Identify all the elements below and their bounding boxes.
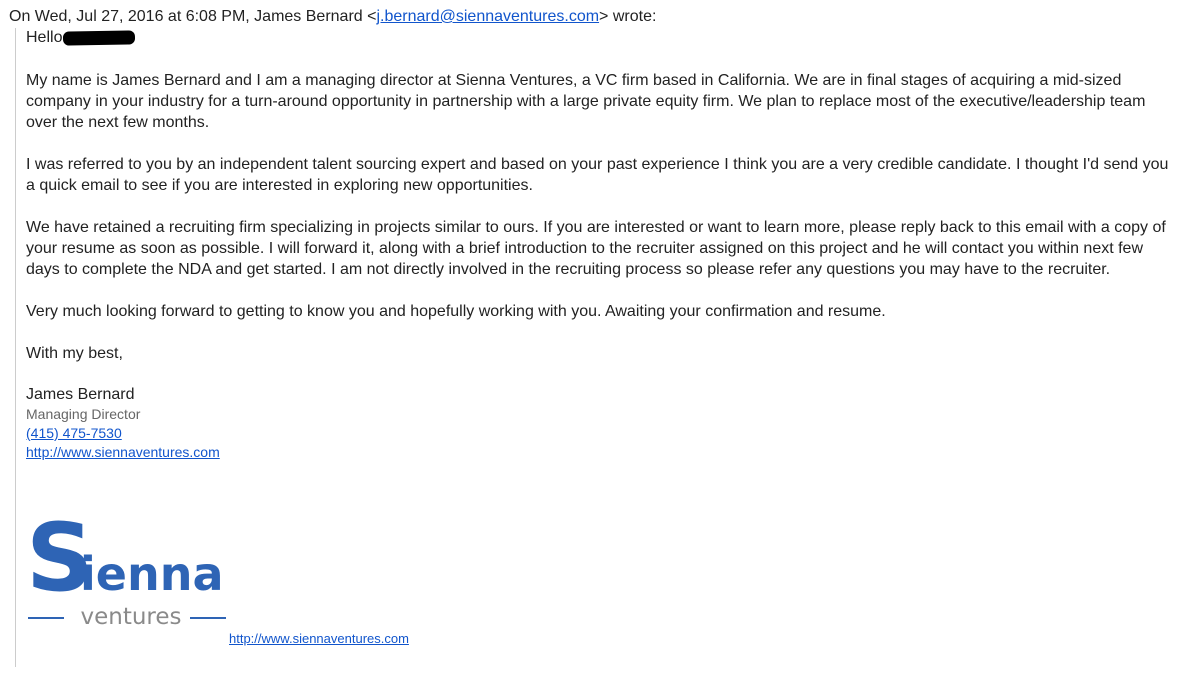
paragraph-recruiting: We have retained a recruiting firm specializing in projects similar to ours. If you are interested or want to learn more, please reply back to this email with a copy of your resume as soon as possible. I will forward it, along with a brief introduction to the recruiter assigned on this project and he will contact you within next few days to complete the NDA and get started. I am not directly involved in the recruiting process so please refer any questions you may have to the recruiter.	[26, 219, 1166, 278]
signature-phone-link[interactable]: (415) 475-7530	[26, 425, 122, 441]
paragraph-closing: Very much looking forward to getting to know you and hopefully working with you. Awaiting your confirmation and resume.	[26, 303, 886, 320]
greeting: Hello	[26, 29, 63, 46]
logo-s-letter: S	[26, 504, 94, 613]
sender-email-link[interactable]: j.bernard@siennaventures.com	[376, 8, 600, 25]
paragraph-intro: My name is James Bernard and I am a managing director at Sienna Ventures, a VC firm based in California. We are in final stages of acquiring a mid-sized company in your industry for a turn-around opportunity in partnership with a large private equity firm. We plan to replace most of the executive/leadership team over the next few months.	[26, 72, 1146, 131]
quote-header-prefix: On Wed, Jul 27, 2016 at 6:08 PM, James Bernard <	[9, 8, 377, 25]
logo-word: ienna	[80, 547, 224, 601]
footer-website-link[interactable]: http://www.siennaventures.com	[229, 631, 409, 646]
quote-header	[9, 7, 656, 27]
logo-subword: ventures	[80, 604, 182, 628]
redacted-name	[63, 30, 135, 45]
quoted-message	[15, 28, 1185, 667]
signature-website-link[interactable]: http://www.siennaventures.com	[26, 444, 220, 460]
signature-name: James Bernard	[26, 386, 135, 403]
paragraph-referral: I was referred to you by an independent talent sourcing expert and based on your past experience I think you are a very credible candidate. I thought I'd send you a quick email to see if you are interested in exploring new opportunities.	[26, 156, 1169, 194]
sign-off: With my best,	[26, 345, 123, 362]
signature-title: Managing Director	[26, 406, 141, 422]
greeting-line	[26, 28, 1185, 49]
sienna-ventures-logo	[26, 498, 236, 628]
quote-header-suffix: > wrote:	[599, 8, 657, 25]
